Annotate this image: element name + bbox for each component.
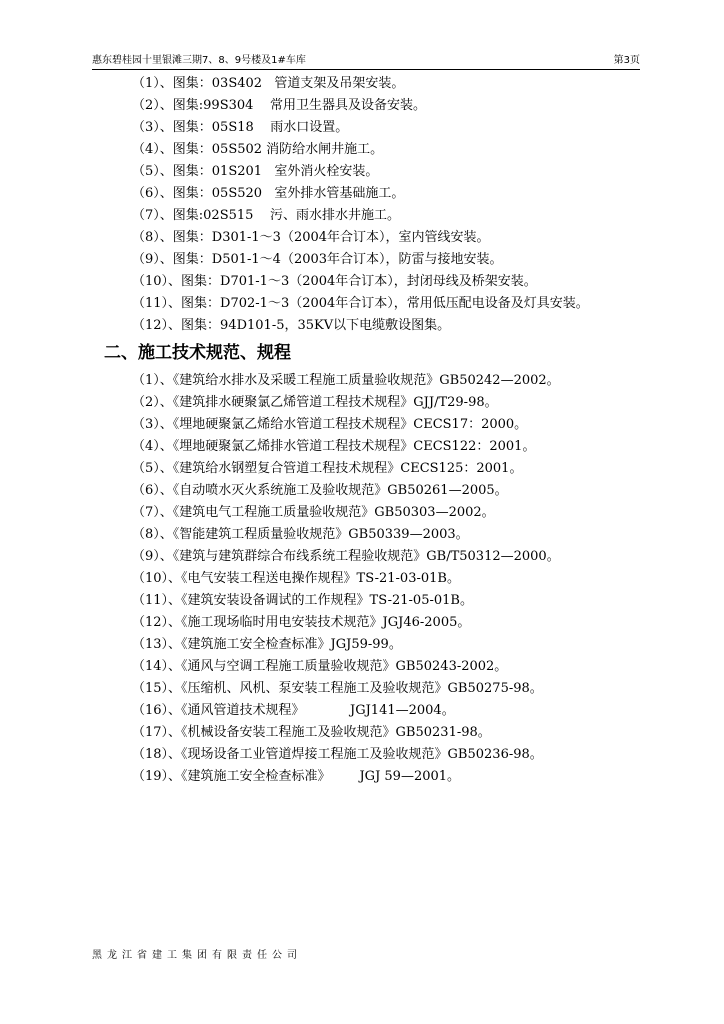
- list-item: （3）、图集：05S18 雨水口设置。: [132, 120, 349, 135]
- section-heading: 二、施工技术规范、规程: [104, 343, 291, 363]
- list-item: （8）、《智能建筑工程质量验收规范》GB50339—2003。: [132, 527, 469, 542]
- list-item: （19）、《建筑施工安全检查标准》 JGJ 59—2001。: [132, 769, 461, 784]
- list-item: （2）、图集:99S304 常用卫生器具及设备安装。: [132, 98, 426, 113]
- list-item: （17）、《机械设备安装工程施工及验收规范》GB50231-98。: [132, 725, 491, 740]
- list-item: （6）、《自动喷水灭火系统施工及验收规范》GB50261—2005。: [132, 483, 508, 498]
- list-item: （7）、《建筑电气工程施工质量验收规范》GB50303—2002。: [132, 505, 495, 520]
- list-item: （10）、《电气安装工程送电操作规程》TS-21-03-01B。: [132, 571, 460, 586]
- list-item: （18）、《现场设备工业管道焊接工程施工及验收规范》GB50236-98。: [132, 747, 543, 762]
- list-item: （12）、图集：94D101-5，35KV以下电缆敷设图集。: [132, 318, 451, 333]
- header-page-number: 第3页: [613, 55, 640, 66]
- list-item: （11）、图集：D702-1～3（2004年合订本），常用低压配电设备及灯具安装。: [132, 296, 589, 311]
- page-header: [92, 55, 640, 70]
- list-item: （6）、图集：05S520 室外排水管基础施工。: [132, 186, 405, 201]
- list-item: （1）、《建筑给水排水及采暖工程施工质量验收规范》GB50242—2002。: [132, 373, 560, 388]
- list-item: （12）、《施工现场临时用电安装技术规范》JGJ46-2005。: [132, 615, 471, 630]
- list-item: （9）、《建筑与建筑群综合布线系统工程验收规范》GB/T50312—2000。: [132, 549, 560, 564]
- page-footer: 黑龙江省建工集团有限责任公司: [92, 950, 302, 961]
- list-item: （10）、图集：D701-1～3（2004年合订本），封闭母线及桥架安装。: [132, 274, 537, 289]
- list-item: （7）、图集:02S515 污、雨水排水井施工。: [132, 208, 400, 223]
- list-item: （4）、图集：05S502 消防给水闸井施工。: [132, 142, 384, 157]
- list-item: （4）、《埋地硬聚氯乙烯排水管道工程技术规程》CECS122：2001。: [132, 439, 536, 454]
- list-item: （11）、《建筑安装设备调试的工作规程》TS-21-05-01B。: [132, 593, 473, 608]
- list-item: （14）、《通风与空调工程施工质量验收规范》GB50243-2002。: [132, 659, 508, 674]
- list-item: （3）、《埋地硬聚氯乙烯给水管道工程技术规程》CECS17：2000。: [132, 417, 528, 432]
- header-title: 惠东碧桂园十里银滩三期7、8、9号楼及1#车库: [92, 55, 306, 66]
- list-item: （1）、图集：03S402 管道支架及吊架安装。: [132, 76, 405, 91]
- list-item: （16）、《通风管道技术规程》 JGJ141—2004。: [132, 703, 455, 718]
- list-item: （2）、《建筑排水硬聚氯乙烯管道工程技术规程》GJJ/T29-98。: [132, 395, 498, 410]
- list-item: （15）、《压缩机、风机、泵安装工程施工及验收规范》GB50275-98。: [132, 681, 543, 696]
- list-item: （13）、《建筑施工安全检查标准》JGJ59-99。: [132, 637, 402, 652]
- list-item: （5）、图集：01S201 室外消火栓安装。: [132, 164, 379, 179]
- standards-list: [132, 370, 560, 788]
- list-item: （9）、图集：D501-1～4（2003年合订本），防雷与接地安装。: [132, 252, 503, 267]
- list-item: （5）、《建筑给水钢塑复合管道工程技术规程》CECS125：2001。: [132, 461, 523, 476]
- list-item: （8）、图集：D301-1～3（2004年合订本），室内管线安装。: [132, 230, 490, 245]
- atlas-list: [132, 73, 589, 337]
